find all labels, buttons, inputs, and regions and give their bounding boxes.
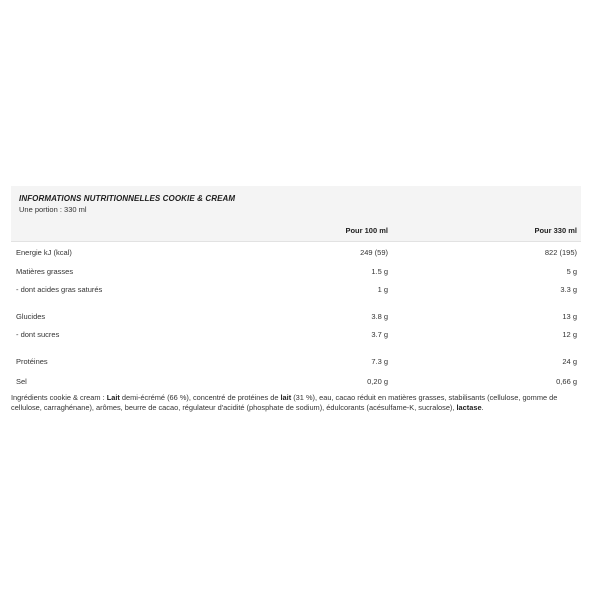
table-row <box>11 356 581 368</box>
row-value-per100: 1.5 g <box>371 267 388 276</box>
table-title: INFORMATIONS NUTRITIONNELLES COOKIE & CREAM <box>19 194 236 203</box>
row-label: - dont acides gras saturés <box>16 285 103 294</box>
row-value-per100: 3.7 g <box>371 330 388 339</box>
ingredient-allergen-lait: lait <box>280 393 292 402</box>
row-label: Matières grasses <box>16 267 74 276</box>
row-value-per330: 3.3 g <box>560 285 577 294</box>
table-row <box>11 266 581 278</box>
row-value-per330: 12 g <box>562 330 577 339</box>
table-row <box>11 284 581 296</box>
ingredient-allergen-lactase: lactase <box>456 403 482 412</box>
ingredients-prefix: Ingrédients cookie & cream : <box>11 393 107 402</box>
row-value-per100: 0,20 g <box>367 377 388 386</box>
row-value-per330: 24 g <box>562 357 577 366</box>
header-divider <box>11 241 581 242</box>
row-label: Energie kJ (kcal) <box>16 248 72 257</box>
portion-size: Une portion : 330 ml <box>19 205 87 214</box>
column-header-per330: Pour 330 ml <box>534 226 577 235</box>
row-value-per100: 1 g <box>377 285 388 294</box>
ingredient-allergen-lait: Lait <box>106 393 120 402</box>
row-value-per330: 822 (195) <box>544 248 577 257</box>
nutrition-table <box>11 186 581 386</box>
ingredients-text <box>11 393 571 413</box>
ingredients-end: . <box>481 403 484 412</box>
table-row <box>11 247 581 259</box>
row-value-per100: 249 (59) <box>360 248 388 257</box>
ingredients-part: demi-écrémé (66 %), concentré de protéines de <box>119 393 281 402</box>
column-header-per100: Pour 100 ml <box>345 226 388 235</box>
row-value-per330: 13 g <box>562 312 577 321</box>
ingredients-part: (31 %), eau, cacao réduit en matières grasses, stabilisants (cellulose, gomme de cellulose, carraghénane), arômes, beurre de cacao, régulateur d'acidité (phosphate de sodium), édulcorants (acésulfame-K, sucralose), <box>11 393 558 412</box>
table-row <box>11 311 581 323</box>
row-value-per100: 7.3 g <box>371 357 388 366</box>
row-label: - dont sucres <box>16 330 60 339</box>
table-row <box>11 376 581 388</box>
row-label: Protéines <box>16 357 48 366</box>
row-value-per330: 0,66 g <box>556 377 577 386</box>
row-value-per100: 3.8 g <box>371 312 388 321</box>
row-value-per330: 5 g <box>566 267 577 276</box>
table-header <box>11 186 581 241</box>
row-label: Sel <box>16 377 27 386</box>
row-label: Glucides <box>16 312 46 321</box>
table-row <box>11 329 581 341</box>
